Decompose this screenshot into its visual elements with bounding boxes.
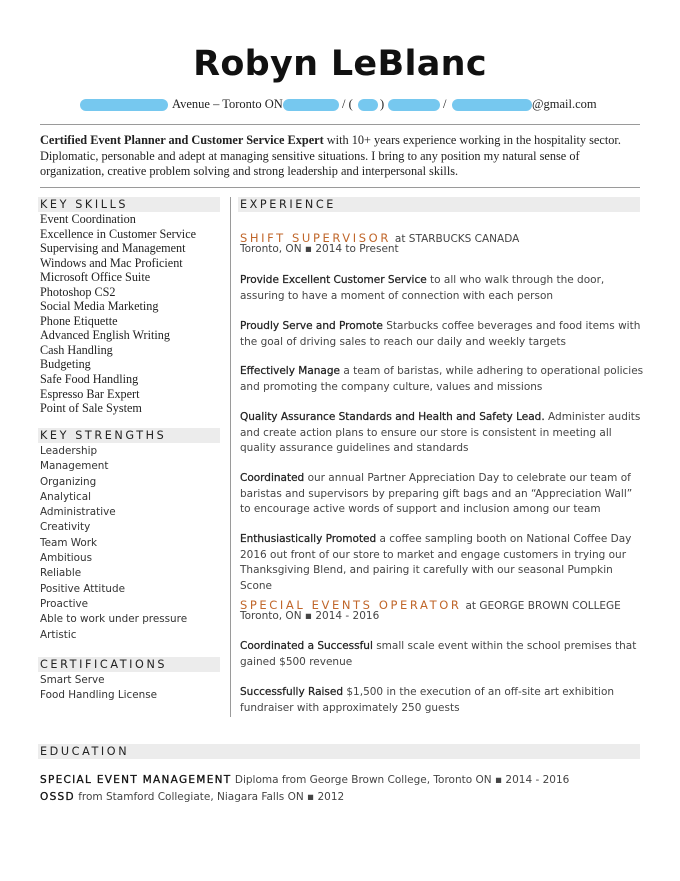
- bullet-lead: Coordinated: [240, 472, 305, 484]
- job-2-bullet-1: [240, 639, 645, 670]
- job-2-employer: at GEORGE BROWN COLLEGE: [465, 600, 621, 612]
- summary-rule: [40, 187, 640, 188]
- strength-item: Administrative: [40, 506, 116, 519]
- strength-item: Artistic: [40, 628, 77, 641]
- skill-item: Espresso Bar Expert: [40, 386, 140, 401]
- skill-item: Phone Etiquette: [40, 313, 118, 328]
- redacted-email: [452, 99, 532, 111]
- experience-heading: EXPERIENCE: [240, 198, 336, 211]
- contact-line: [80, 97, 620, 113]
- skill-item: Photoshop CS2: [40, 284, 116, 299]
- job-1-bullet-5: [240, 471, 645, 518]
- bullet-text: $1,500 in the execution of an off-site art exhibition fundraiser with approximately 250 guests: [240, 686, 615, 714]
- strength-item: Able to work under pressure: [40, 613, 188, 626]
- education-entry-2: [40, 791, 344, 803]
- summary-body: with 10+ years experience working in the hospitality sector. Diplomatic, personable and adept at managing sensitive situations. I bring to any position my natural sense of organization, creative problem solving and strong leadership and interpersonal skills.: [40, 133, 621, 178]
- key-skills-heading: KEY SKILLS: [40, 198, 129, 211]
- bullet-lead: Successfully Raised: [240, 686, 344, 698]
- strength-item: Creativity: [40, 521, 91, 534]
- redacted-postal-code: [283, 99, 339, 111]
- certification-item: Food Handling License: [40, 689, 158, 702]
- contact-paren: ): [380, 97, 385, 111]
- summary-paragraph: [40, 133, 640, 180]
- strength-item: Analytical: [40, 490, 92, 503]
- bullet-lead: Coordinated a Successful: [240, 640, 373, 652]
- certifications-list: [40, 673, 157, 704]
- education-heading: EDUCATION: [40, 745, 130, 758]
- strength-item: Team Work: [40, 536, 98, 549]
- bullet-text: to all who walk through the door, assuring to have a moment of connection with each person: [240, 274, 605, 302]
- key-strengths-heading: KEY STRENGTHS: [40, 429, 167, 442]
- column-divider: [230, 197, 231, 717]
- key-skills-list: [40, 212, 196, 416]
- skill-item: Cash Handling: [40, 342, 113, 357]
- strength-item: Reliable: [40, 567, 82, 580]
- summary-lead: Certified Event Planner and Customer Service Expert: [40, 133, 324, 147]
- job-1-employer: at STARBUCKS CANADA: [394, 233, 520, 245]
- job-2-bullet-2: [240, 685, 645, 716]
- redacted-area-code: [358, 99, 378, 111]
- job-1-bullet-6: [240, 532, 645, 594]
- bullet-lead: Provide Excellent Customer Service: [240, 274, 427, 286]
- skill-item: Event Coordination: [40, 212, 136, 226]
- skill-item: Advanced English Writing: [40, 328, 170, 343]
- job-1-location-dates: Toronto, ON ▪ 2014 to Present: [240, 243, 399, 255]
- skill-item: Point of Sale System: [40, 401, 142, 416]
- job-1-title: SHIFT SUPERVISOR: [240, 231, 391, 245]
- skill-item: Safe Food Handling: [40, 372, 139, 387]
- bullet-text: our annual Partner Appreciation Day to celebrate our team of baristas and supervisors by preparing gift bags and an “Appreciation Wall” to encourage active words of support and inclusion among our team: [240, 472, 633, 516]
- skill-item: Microsoft Office Suite: [40, 270, 151, 285]
- education-detail: from Stamford Collegiate, Niagara Falls ON ▪ 2012: [74, 791, 345, 803]
- redacted-phone: [388, 99, 440, 111]
- key-strengths-list: [40, 444, 187, 643]
- job-2-title: SPECIAL EVENTS OPERATOR: [240, 598, 462, 612]
- strength-item: Positive Attitude: [40, 582, 125, 595]
- bullet-lead: Effectively Manage: [240, 365, 340, 377]
- job-1-bullet-2: [240, 319, 645, 350]
- strength-item: Ambitious: [40, 552, 93, 565]
- contact-email: @gmail.com: [532, 97, 597, 111]
- bullet-lead: Proudly Serve and Promote: [240, 320, 383, 332]
- redacted-street: [80, 99, 168, 111]
- skill-item: Excellence in Customer Service: [40, 226, 197, 241]
- job-1-bullet-4: [240, 410, 645, 457]
- strength-item: Leadership: [40, 445, 98, 457]
- job-1-bullet-3: [240, 364, 645, 395]
- certifications-heading: CERTIFICATIONS: [40, 658, 168, 671]
- skill-item: Social Media Marketing: [40, 299, 159, 314]
- header-rule: [40, 124, 640, 125]
- bullet-text: small scale event within the school premises that gained $500 revenue: [240, 640, 637, 668]
- education-credential: SPECIAL EVENT MANAGEMENT: [40, 774, 232, 786]
- contact-separator-2: /: [443, 97, 447, 111]
- bullet-text: a team of baristas, while adhering to operational policies and promoting the company culture, values and missions: [240, 365, 644, 393]
- strength-item: Management: [40, 460, 109, 473]
- skill-item: Windows and Mac Proficient: [40, 255, 183, 270]
- job-1-bullet-1: [240, 273, 645, 304]
- bullet-lead: Quality Assurance Standards and Health and Safety Lead.: [240, 411, 545, 423]
- bullet-text: Starbucks coffee beverages and food items with the goal of driving sales to reach our daily and weekly targets: [240, 320, 641, 348]
- contact-address: Avenue – Toronto ON: [172, 97, 283, 111]
- strength-item: Proactive: [40, 597, 89, 610]
- education-credential: OSSD: [40, 791, 75, 803]
- bullet-lead: Enthusiastically Promoted: [240, 533, 377, 545]
- bullet-text: Administer audits and create action plans to ensure our store is consistent in meeting all quality assurance guidelines and standards: [240, 411, 641, 455]
- skill-item: Supervising and Management: [40, 241, 186, 256]
- job-2-location-dates: Toronto, ON ▪ 2014 - 2016: [240, 610, 380, 622]
- skill-item: Budgeting: [40, 357, 91, 372]
- bullet-text: a coffee sampling booth on National Coffee Day 2016 out front of our store to market and engage customers in trying our Thanksgiving Blend, and pairing it carefully with our seasonal Pumpkin Scone: [240, 533, 632, 592]
- contact-separator-1: / (: [342, 97, 353, 111]
- strength-item: Organizing: [40, 475, 97, 488]
- certification-item: Smart Serve: [40, 674, 105, 686]
- education-entry-1: [40, 774, 569, 786]
- candidate-name: Robyn LeBlanc: [193, 44, 487, 84]
- education-detail: Diploma from George Brown College, Toronto ON ▪ 2014 - 2016: [231, 774, 570, 786]
